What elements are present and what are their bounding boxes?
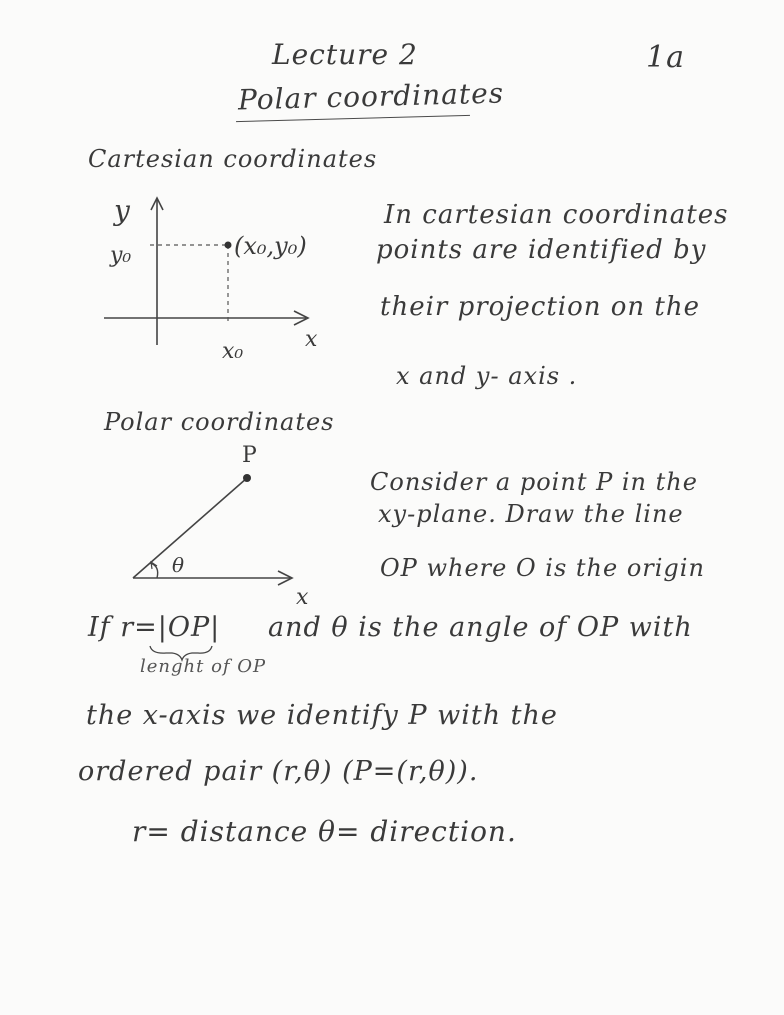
- polar-text-line-1: Consider a point P in the: [370, 468, 698, 496]
- definition-line-1-end: and θ is the angle of OP with: [268, 612, 693, 643]
- cartesian-y-label: y: [114, 194, 130, 227]
- brace-note: lenght of OP: [140, 656, 267, 677]
- definition-line-4: r= distance θ= direction.: [132, 815, 517, 848]
- cartesian-text-line-1: In cartesian coordinates: [384, 200, 729, 230]
- polar-text-line-2: xy-plane. Draw the line: [378, 500, 684, 528]
- cartesian-heading: Cartesian coordinates: [88, 145, 378, 173]
- cartesian-x-label: x: [305, 327, 318, 352]
- cartesian-text-line-3: their projection on the: [380, 292, 700, 322]
- cartesian-y0-label: y₀: [110, 243, 132, 268]
- polar-heading: Polar coordinates: [104, 408, 335, 436]
- cartesian-text-line-4: x and y- axis .: [396, 362, 578, 390]
- page-number: 1a: [646, 40, 685, 75]
- polar-p-label: P: [242, 443, 257, 468]
- definition-line-2: the x-axis we identify P with the: [86, 700, 558, 731]
- definition-line-1-start: If r=|OP|: [88, 612, 221, 643]
- polar-angle-label: θ: [172, 553, 185, 577]
- cartesian-text-line-2: points are identified by: [376, 235, 707, 265]
- polar-x-label: x: [296, 585, 309, 610]
- definition-line-3: ordered pair (r,θ) (P=(r,θ)).: [78, 756, 479, 787]
- polar-text-line-3: OP where O is the origin: [380, 554, 705, 582]
- cartesian-x0-label: x₀: [222, 339, 244, 364]
- cartesian-point-label: (x₀,y₀): [234, 232, 307, 260]
- lecture-title: Lecture 2: [272, 38, 418, 71]
- page-title: Polar coordinates: [237, 76, 505, 117]
